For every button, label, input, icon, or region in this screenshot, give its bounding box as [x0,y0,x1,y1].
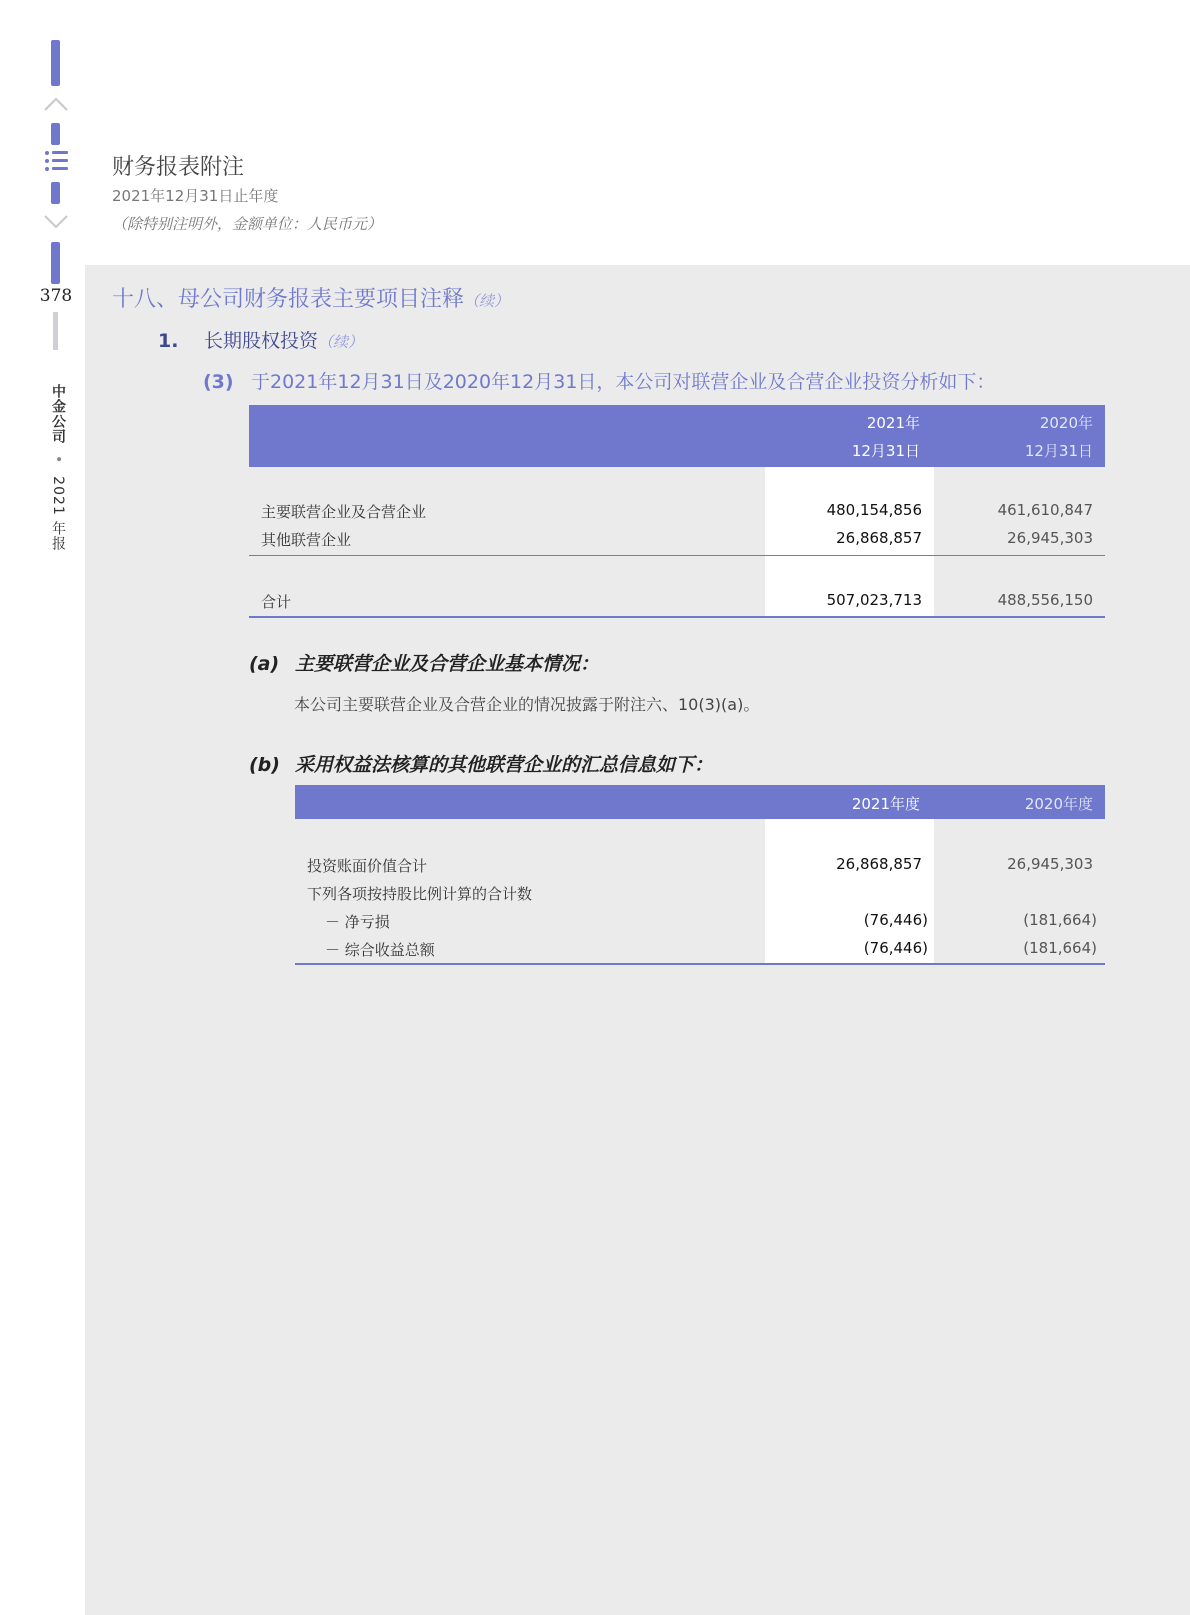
page-title: 财务报表附注 [112,155,245,180]
investment-table [249,405,1105,619]
chevron-down-icon[interactable] [43,212,69,232]
col-2021-line1: 2021年 [866,414,920,432]
part-a-key: (a) [249,653,280,675]
table-bottom-rule [249,616,1105,618]
continued-label: （续） [318,333,364,351]
period-label: 2021年12月31日止年度 [112,187,279,205]
section-title: 十八、母公司财务报表主要项目注释 [112,287,465,312]
value-2020: 26,945,303 [1007,529,1093,547]
part-a-title: 主要联营企业及合营企业基本情况： [295,653,600,675]
item-heading [203,367,995,394]
row-label: 主要联营企业及合营企业 [261,503,427,521]
rail-segment [51,242,60,284]
col-2020-line2: 12月31日 [1024,442,1093,460]
page-number: 378 [39,286,73,306]
continued-label: （续） [464,292,510,310]
table-bottom-rule [295,963,1105,965]
total-2020: 488,556,150 [997,591,1093,609]
item-text: 于2021年12月31日及2020年12月31日，本公司对联营企业及合营企业投资分析如下： [251,371,996,393]
total-label: 合计 [261,593,292,611]
row-label: 其他联营企业 [261,531,352,549]
part-b-heading [249,750,713,777]
section-heading [112,282,509,313]
unit-note: （除特别注明外，金额单位：人民币元） [112,215,383,233]
rail-segment [51,123,60,145]
value-2020: (181,664) [1023,911,1097,929]
col-2021: 2021年度 [851,795,920,813]
value-2021: (76,446) [863,939,928,957]
subsection-number: 1. [158,330,179,352]
row-label: － 综合收益总额 [325,941,435,959]
row-label: 投资账面价值合计 [307,857,428,875]
col-2021-line2: 12月31日 [851,442,920,460]
value-2021: 26,868,857 [836,855,922,873]
part-a-text: 本公司主要联营企业及合营企业的情况披露于附注六、10(3)(a)。 [294,695,760,714]
row-label: 下列各项按持股比例计算的合计数 [307,885,533,903]
subsection-title: 长期股权投资 [204,330,319,352]
rail-top-bar [51,40,60,86]
row-label: － 净亏损 [325,913,390,931]
report-side-label [48,384,68,551]
part-a-heading [249,649,599,676]
col-2020-line1: 2020年 [1039,414,1093,432]
equity-method-table [295,785,1105,965]
row-divider [249,555,1105,556]
part-b-key: (b) [249,754,280,776]
part-b-title: 采用权益法核算的其他联营企业的汇总信息如下： [295,754,714,776]
rail-segment [51,182,60,204]
value-2021: 26,868,857 [836,529,922,547]
list-menu-icon[interactable] [45,150,69,172]
chevron-up-icon[interactable] [43,94,69,114]
total-2021: 507,023,713 [826,591,922,609]
value-2020: (181,664) [1023,939,1097,957]
label-separator: • [50,455,66,465]
col-2020: 2020年度 [1024,795,1093,813]
item-number: (3) [203,371,234,393]
subsection-heading [158,326,363,353]
report-name: 2021 年报 [50,476,66,552]
value-2021: 480,154,856 [826,501,922,519]
rail-divider [53,312,58,350]
value-2020: 26,945,303 [1007,855,1093,873]
company-name: 中金公司 [50,384,66,444]
value-2021: (76,446) [863,911,928,929]
value-2020: 461,610,847 [997,501,1093,519]
